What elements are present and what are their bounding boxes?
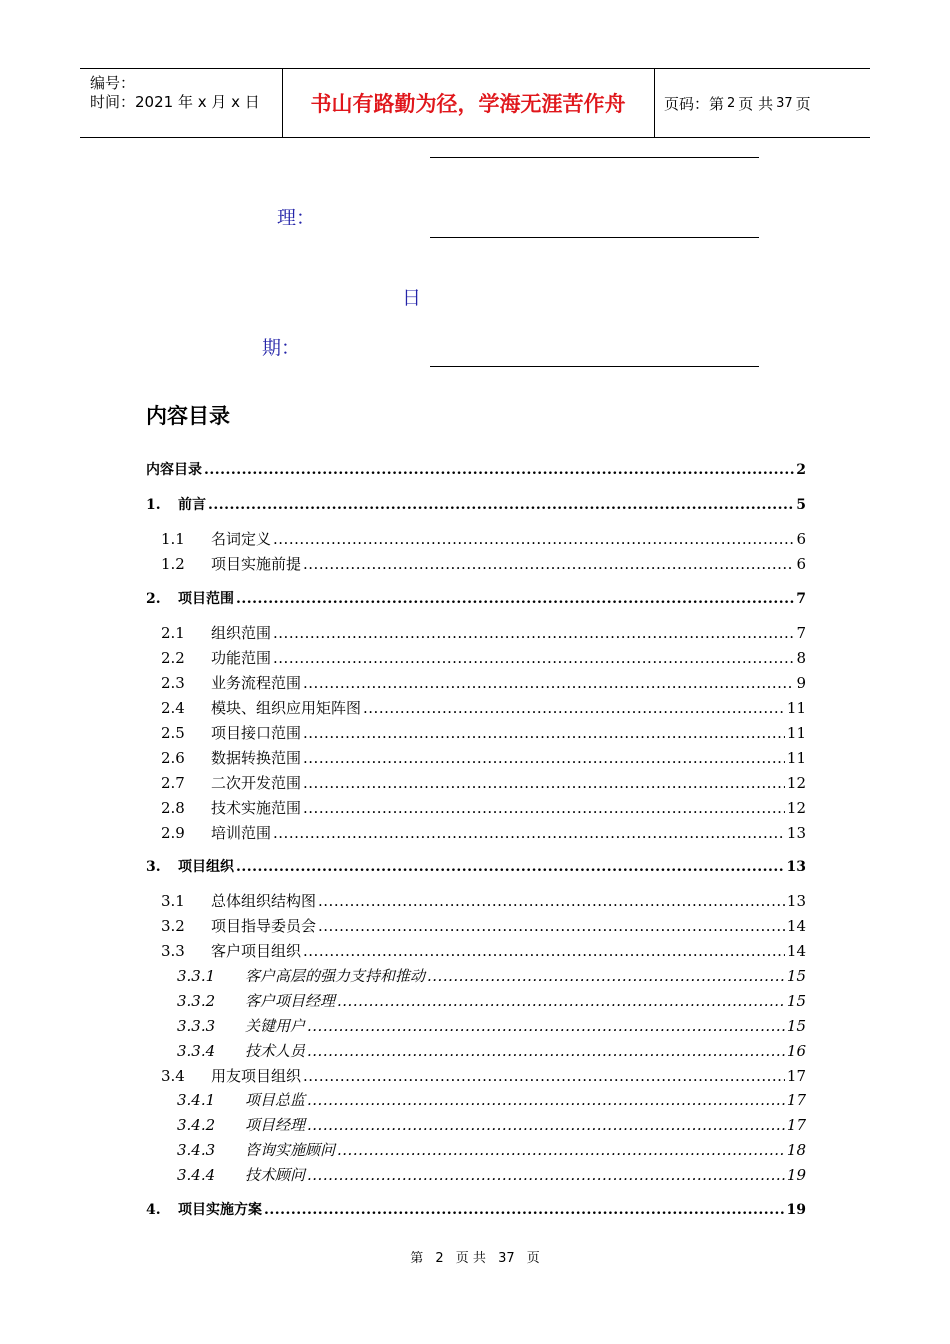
- toc-entry-number: 3.1: [161, 892, 185, 910]
- toc-entry-number: 3.3.1: [177, 967, 216, 985]
- toc-dot-leader: [307, 1091, 785, 1109]
- toc-dot-leader: [273, 649, 794, 667]
- toc-entry-title: 内容目录: [146, 462, 202, 478]
- toc-entry-number: 3.4.3: [177, 1141, 216, 1159]
- toc-entry-title: 关键用户: [245, 1017, 306, 1035]
- toc-dot-leader: [303, 724, 785, 742]
- toc-dot-leader: [307, 1042, 785, 1060]
- footer-page: 2: [435, 1251, 444, 1266]
- signature-line: [430, 366, 759, 367]
- toc-entry-page: 11: [786, 749, 806, 767]
- toc-entry-page: 11: [786, 724, 806, 742]
- toc-entry-number: 3.: [146, 859, 161, 875]
- toc-entry-title: 项目指导委员会: [211, 917, 317, 935]
- toc-entry-number: 3.4.1: [177, 1091, 216, 1109]
- toc-entry-title: 前言: [178, 497, 206, 513]
- toc-entry[interactable]: [177, 990, 806, 1010]
- toc-dot-leader: [208, 497, 794, 513]
- toc-entry-title: 咨询实施顾问: [245, 1141, 336, 1159]
- toc-dot-leader: [303, 749, 785, 767]
- toc-entry[interactable]: [161, 1065, 806, 1085]
- page-header: [80, 68, 870, 138]
- header-page-indicator: [655, 69, 870, 137]
- page-mid: 页 共: [738, 94, 774, 113]
- toc-entry-page: 17: [786, 1091, 806, 1109]
- toc-entry-number: 2.9: [161, 824, 185, 842]
- toc-entry-title: 项目实施前提: [211, 555, 302, 573]
- toc-dot-leader: [337, 992, 785, 1010]
- toc-entry-number: 2.3: [161, 674, 185, 692]
- page-suffix: 页: [795, 94, 811, 113]
- toc-entry-page: 15: [786, 992, 806, 1010]
- toc-title: 内容目录: [146, 404, 230, 428]
- toc-entry-number: 3.2: [161, 917, 185, 935]
- toc-entry[interactable]: [146, 494, 806, 514]
- toc-dot-leader: [307, 1017, 785, 1035]
- signature-line: [430, 157, 759, 158]
- toc-entry-number: 1.2: [161, 555, 185, 573]
- toc-entry-title: 技术实施范围: [211, 799, 302, 817]
- toc-entry-title: 项目范围: [178, 591, 234, 607]
- toc-dot-leader: [264, 1202, 785, 1218]
- toc-dot-leader: [303, 1067, 785, 1085]
- toc-entry-page: 5: [796, 497, 806, 513]
- toc-entry-title: 技术人员: [245, 1042, 306, 1060]
- toc-dot-leader: [303, 555, 794, 573]
- toc-entry-page: 2: [796, 462, 806, 478]
- toc-entry-page: 6: [796, 530, 806, 548]
- toc-dot-leader: [307, 1116, 785, 1134]
- toc-entry[interactable]: [161, 772, 806, 792]
- signature-label-day: 日: [402, 287, 422, 309]
- toc-entry-number: 3.4.4: [177, 1166, 216, 1184]
- toc-entry-number: 3.4.2: [177, 1116, 216, 1134]
- toc-dot-leader: [363, 699, 785, 717]
- footer-prefix: 第: [410, 1251, 424, 1266]
- toc-dot-leader: [273, 530, 794, 548]
- toc-entry[interactable]: [177, 1040, 806, 1060]
- header-motto: 书山有路勤为径，学海无涯苦作舟: [282, 69, 655, 137]
- page-prefix: 页码：第: [664, 94, 725, 113]
- toc-entry-title: 二次开发范围: [211, 774, 302, 792]
- toc-entry-page: 14: [786, 942, 806, 960]
- page-number: 2: [727, 95, 736, 111]
- toc-entry-page: 17: [786, 1116, 806, 1134]
- toc-entry-page: 15: [786, 1017, 806, 1035]
- toc-entry[interactable]: [161, 822, 806, 842]
- toc-entry-page: 6: [796, 555, 806, 573]
- toc-entry[interactable]: [146, 1199, 806, 1219]
- toc-entry-title: 客户高层的强力支持和推动: [245, 967, 426, 985]
- toc-dot-leader: [303, 799, 785, 817]
- toc-dot-leader: [427, 967, 785, 985]
- toc-entry[interactable]: [161, 915, 806, 935]
- toc-entry[interactable]: [161, 722, 806, 742]
- toc-entry[interactable]: [161, 797, 806, 817]
- toc-entry-title: 项目实施方案: [178, 1202, 262, 1218]
- time-label: 时间：2021 年 x 月 x 日: [90, 93, 260, 111]
- toc-entry-page: 13: [786, 892, 806, 910]
- page-footer: [0, 1247, 950, 1266]
- toc-entry-title: 项目总监: [245, 1091, 306, 1109]
- toc-entry-page: 13: [786, 824, 806, 842]
- toc-entry-title: 技术顾问: [245, 1166, 306, 1184]
- toc-entry[interactable]: [161, 697, 806, 717]
- toc-entry[interactable]: [161, 890, 806, 910]
- toc-entry-page: 9: [796, 674, 806, 692]
- toc-entry-title: 名词定义: [211, 530, 272, 548]
- toc-entry[interactable]: [177, 1139, 806, 1159]
- toc-entry-page: 13: [786, 859, 806, 875]
- toc-dot-leader: [273, 624, 794, 642]
- toc-entry-title: 客户项目组织: [211, 942, 302, 960]
- toc-dot-leader: [318, 892, 785, 910]
- header-info-cell: [80, 69, 283, 137]
- toc-entry-number: 3.4: [161, 1067, 185, 1085]
- toc-dot-leader: [236, 591, 794, 607]
- toc-entry-number: 2.1: [161, 624, 185, 642]
- toc-entry[interactable]: [146, 588, 806, 608]
- toc-entry-page: 19: [786, 1202, 806, 1218]
- toc-entry-page: 14: [786, 917, 806, 935]
- toc-entry-title: 业务流程范围: [211, 674, 302, 692]
- toc-entry-page: 19: [786, 1166, 806, 1184]
- toc-dot-leader: [273, 824, 785, 842]
- toc-entry-page: 16: [786, 1042, 806, 1060]
- toc-entry-page: 7: [796, 624, 806, 642]
- toc-entry[interactable]: [146, 856, 806, 876]
- toc-entry[interactable]: [177, 965, 806, 985]
- toc-entry[interactable]: [146, 459, 806, 479]
- toc-entry-title: 组织范围: [211, 624, 272, 642]
- toc-entry-title: 数据转换范围: [211, 749, 302, 767]
- toc-entry[interactable]: [177, 1015, 806, 1035]
- toc-entry[interactable]: [161, 622, 806, 642]
- toc-entry-number: 2.2: [161, 649, 185, 667]
- toc-dot-leader: [318, 917, 785, 935]
- footer-mid: 页 共: [455, 1251, 486, 1266]
- footer-total: 37: [498, 1251, 515, 1266]
- toc-entry-page: 12: [786, 799, 806, 817]
- toc-entry-number: 2.7: [161, 774, 185, 792]
- toc-entry-title: 项目经理: [245, 1116, 306, 1134]
- signature-line: [430, 237, 759, 238]
- toc-entry-number: 3.3.3: [177, 1017, 216, 1035]
- toc-entry[interactable]: [161, 647, 806, 667]
- footer-suffix: 页: [526, 1251, 540, 1266]
- toc-entry[interactable]: [177, 1114, 806, 1134]
- toc-entry-number: 2.6: [161, 749, 185, 767]
- toc-entry-title: 功能范围: [211, 649, 272, 667]
- toc-entry[interactable]: [161, 553, 806, 573]
- toc-entry-page: 7: [796, 591, 806, 607]
- page-total: 37: [776, 95, 793, 111]
- toc-entry-number: 2.5: [161, 724, 185, 742]
- toc-dot-leader: [303, 942, 785, 960]
- toc-entry-number: 2.: [146, 591, 161, 607]
- toc-dot-leader: [303, 674, 794, 692]
- toc-entry-number: 3.3.2: [177, 992, 216, 1010]
- toc-entry[interactable]: [161, 747, 806, 767]
- toc-dot-leader: [204, 462, 794, 478]
- toc-entry-number: 1.1: [161, 530, 185, 548]
- toc-entry-title: 培训范围: [211, 824, 272, 842]
- toc-entry-page: 18: [786, 1141, 806, 1159]
- toc-entry-page: 11: [786, 699, 806, 717]
- toc-entry[interactable]: [177, 1164, 806, 1184]
- toc-entry[interactable]: [161, 672, 806, 692]
- toc-entry-title: 模块、组织应用矩阵图: [211, 699, 362, 717]
- toc-entry[interactable]: [161, 940, 806, 960]
- toc-entry-title: 用友项目组织: [211, 1067, 302, 1085]
- toc-entry-page: 15: [786, 967, 806, 985]
- toc-entry-title: 客户项目经理: [245, 992, 336, 1010]
- toc-dot-leader: [236, 859, 785, 875]
- toc-entry-title: 项目组织: [178, 859, 234, 875]
- serial-label: 编号：: [90, 74, 136, 92]
- toc-entry-number: 2.4: [161, 699, 185, 717]
- toc-entry-page: 17: [786, 1067, 806, 1085]
- toc-entry-title: 总体组织结构图: [211, 892, 317, 910]
- toc-entry[interactable]: [161, 528, 806, 548]
- toc-entry[interactable]: [177, 1089, 806, 1109]
- toc-entry-number: 3.3.4: [177, 1042, 216, 1060]
- signature-label-period: 期：: [262, 337, 301, 359]
- toc-entry-number: 1.: [146, 497, 161, 513]
- toc-entry-number: 4.: [146, 1202, 161, 1218]
- signature-label-manager: 理：: [277, 207, 316, 229]
- toc-entry-page: 8: [796, 649, 806, 667]
- toc-dot-leader: [337, 1141, 785, 1159]
- toc-dot-leader: [303, 774, 785, 792]
- toc-entry-title: 项目接口范围: [211, 724, 302, 742]
- toc-entry-page: 12: [786, 774, 806, 792]
- toc-dot-leader: [307, 1166, 785, 1184]
- toc-entry-number: 2.8: [161, 799, 185, 817]
- toc-entry-number: 3.3: [161, 942, 185, 960]
